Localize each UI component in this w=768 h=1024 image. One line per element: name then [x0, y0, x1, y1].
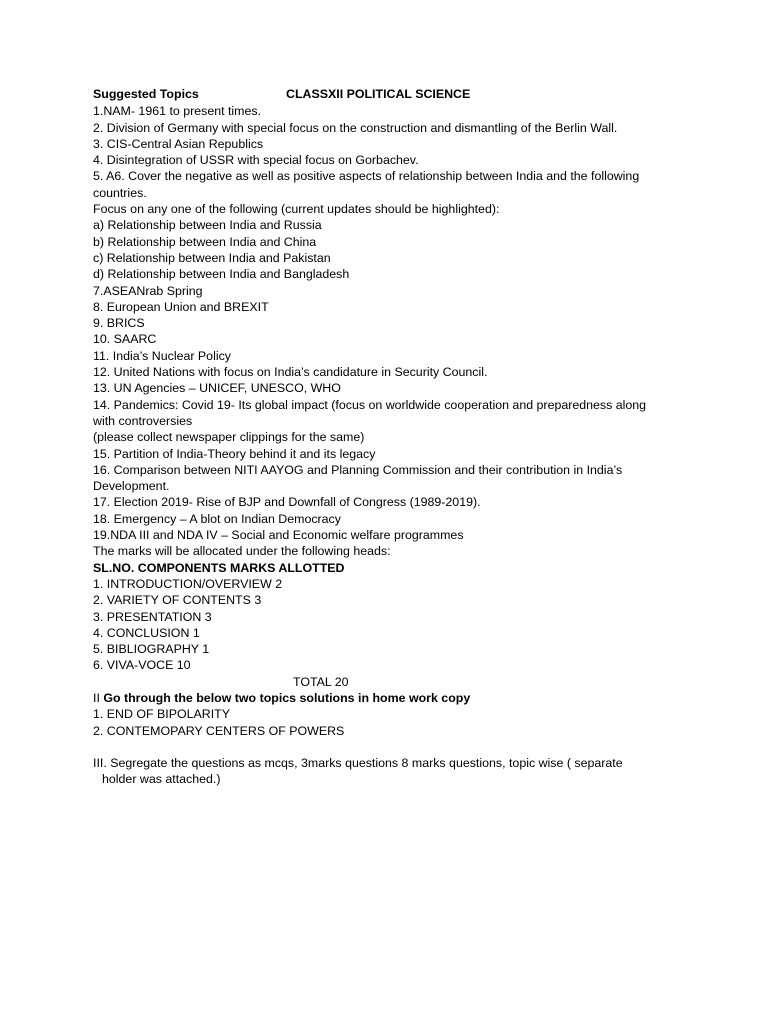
topic-line: 15. Partition of India-Theory behind it and its legacy	[93, 446, 376, 461]
topic-line: 11. India’s Nuclear Policy	[93, 348, 231, 363]
topic-line: 2. Division of Germany with special focus on the construction and dismantling of the Berlin Wall.	[93, 120, 618, 135]
topic-line: 17. Election 2019- Rise of BJP and Downfall of Congress (1989-2019).	[93, 495, 481, 510]
section-two	[93, 690, 683, 739]
document-header	[93, 87, 683, 103]
marks-row: 5. BIBLIOGRAPHY 1	[93, 642, 210, 657]
topic-line: Development.	[93, 479, 170, 494]
section-two-item: 1. END OF BIPOLARITY	[93, 707, 231, 722]
blank-line	[93, 739, 683, 755]
marks-heading: SL.NO. COMPONENTS MARKS ALLOTTED	[93, 560, 345, 575]
marks-row: 4. CONCLUSION 1	[93, 625, 200, 640]
section-two-item: 2. CONTEMOPARY CENTERS OF POWERS	[93, 723, 345, 738]
section-two-prefix: II	[93, 690, 104, 705]
topic-line: 9. BRICS	[93, 316, 145, 331]
marks-row: 6. VIVA-VOCE 10	[93, 658, 191, 673]
topic-list	[93, 103, 683, 559]
topic-line: 16. Comparison between NITI AAYOG and Planning Commission and their contribution in India’s	[93, 462, 623, 477]
topic-line: 3. CIS-Central Asian Republics	[93, 136, 264, 151]
topic-line: a) Relationship between India and Russia	[93, 218, 322, 233]
topic-line: 5. A6. Cover the negative as well as positive aspects of relationship between India and the following	[93, 169, 640, 184]
header-suggested-topics: Suggested Topics	[93, 87, 199, 101]
marks-total: TOTAL 20	[293, 674, 349, 689]
section-three-line: III. Segregate the questions as mcqs, 3marks questions 8 marks questions, topic wise ( separate	[93, 756, 623, 771]
topic-line: c) Relationship between India and Pakistan	[93, 250, 331, 265]
topic-line: b) Relationship between India and China	[93, 234, 317, 249]
topic-line: 13. UN Agencies – UNICEF, UNESCO, WHO	[93, 381, 341, 396]
topic-line: 4. Disintegration of USSR with special focus on Gorbachev.	[93, 153, 419, 168]
topic-line: d) Relationship between India and Bangladesh	[93, 267, 350, 282]
topic-line: with controversies	[93, 413, 193, 428]
marks-row: 2. VARIETY OF CONTENTS 3	[93, 593, 262, 608]
topic-line: Focus on any one of the following (current updates should be highlighted):	[93, 202, 500, 217]
section-two-heading-line	[93, 690, 683, 706]
header-class-subject: CLASSXII POLITICAL SCIENCE	[286, 87, 471, 101]
topic-line: 8. European Union and BREXIT	[93, 299, 269, 314]
marks-intro-line: The marks will be allocated under the following heads:	[93, 544, 391, 559]
marks-row: 1. INTRODUCTION/OVERVIEW 2	[93, 576, 283, 591]
section-three	[93, 755, 683, 788]
topic-line: (please collect newspaper clippings for the same)	[93, 430, 365, 445]
section-two-heading: Go through the below two topics solutions in home work copy	[103, 690, 471, 705]
topic-line: 19.NDA III and NDA IV – Social and Economic welfare programmes	[93, 528, 464, 543]
topic-line: 12. United Nations with focus on India’s candidature in Security Council.	[93, 365, 488, 380]
topic-line: 10. SAARC	[93, 332, 157, 347]
topic-line: 18. Emergency – A blot on Indian Democracy	[93, 511, 341, 526]
document-page	[93, 87, 683, 788]
marks-section	[93, 560, 683, 690]
topic-line: 14. Pandemics: Covid 19- Its global impact (focus on worldwide cooperation and preparedness along	[93, 397, 647, 412]
section-three-line: holder was attached.)	[102, 772, 221, 787]
topic-line: 7.ASEANrab Spring	[93, 283, 203, 298]
topic-line: 1.NAM- 1961 to present times.	[93, 104, 262, 119]
topic-line: countries.	[93, 185, 147, 200]
marks-row: 3. PRESENTATION 3	[93, 609, 212, 624]
